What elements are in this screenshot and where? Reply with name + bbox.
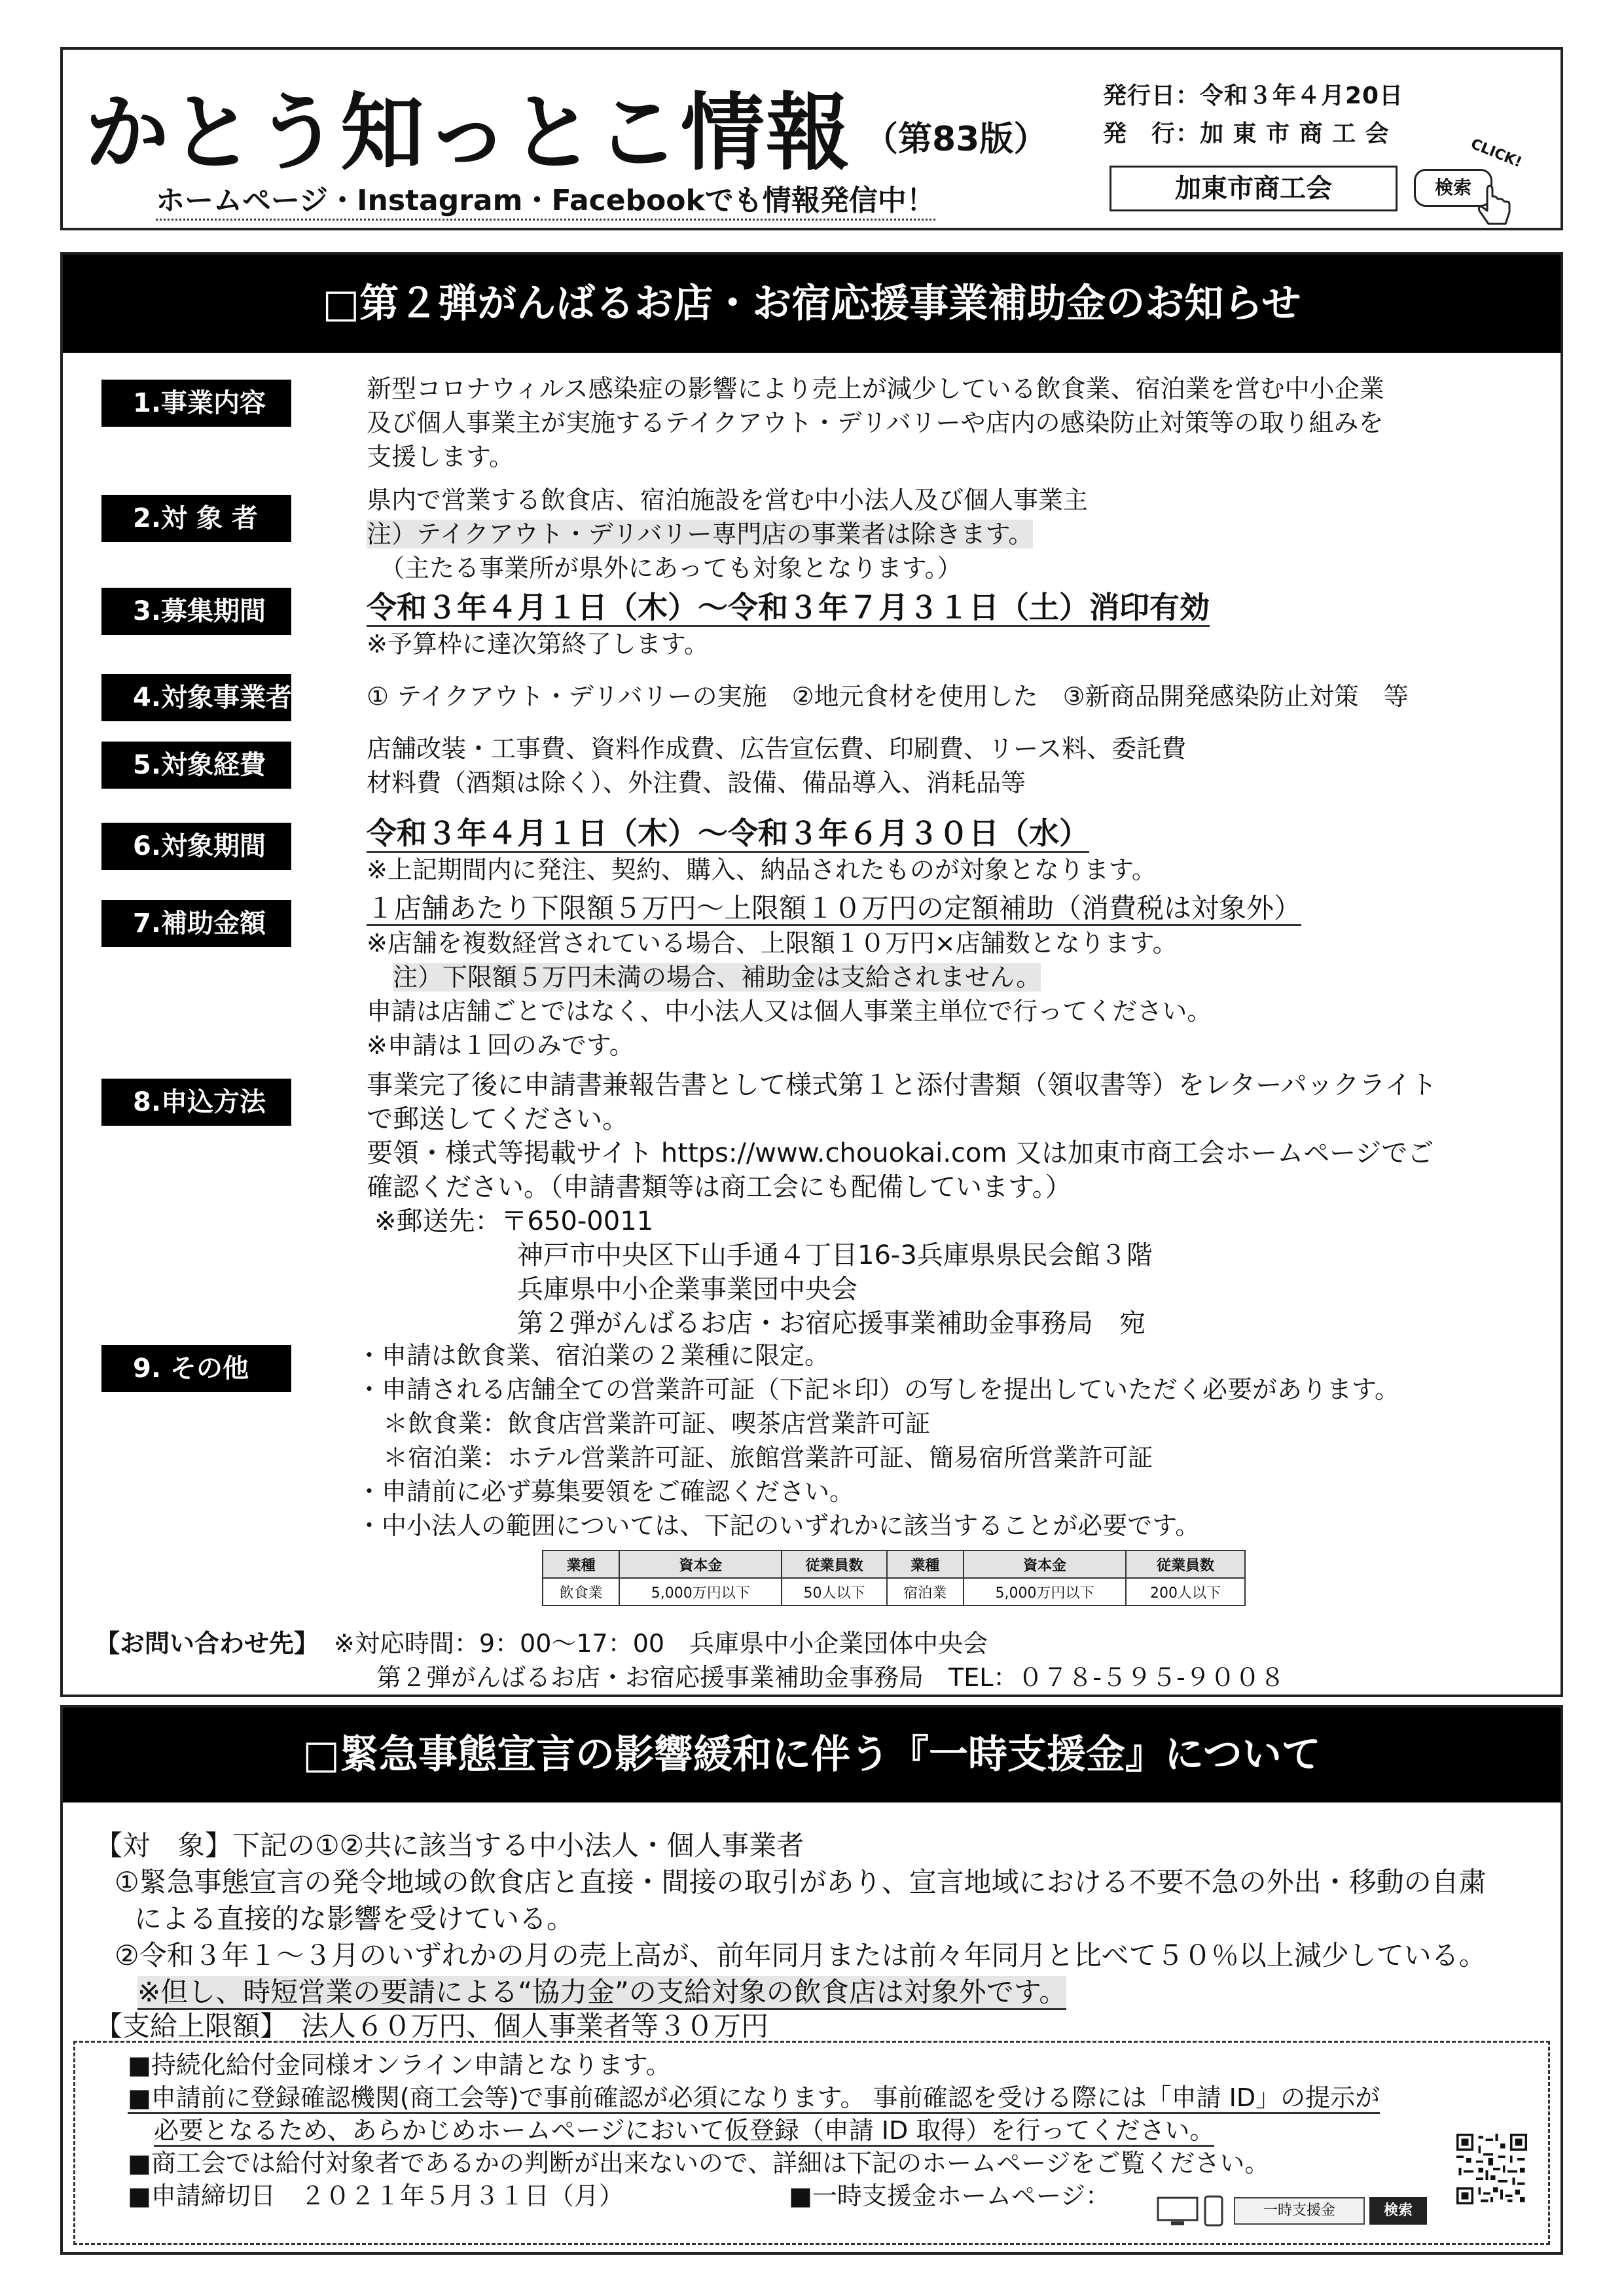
org-name-box: 加東市商工会 bbox=[1110, 166, 1398, 211]
qr-code bbox=[1456, 2134, 1527, 2204]
note-pre-check: ■申請前に登録確認機関(商工会等)で事前確認が必須になります。 事前確認を受ける際には「申請 ID」の提示が bbox=[128, 2081, 1380, 2114]
table-header-cell: 資本金 bbox=[619, 1551, 782, 1578]
search-button[interactable]: 検索 bbox=[1369, 2197, 1427, 2225]
condition-1-line-1: ①緊急事態宣言の発令地域の飲食店と直接・間接の取引があり、宣言地域における不要不急の外出・移動の自粛 bbox=[115, 1866, 1487, 1898]
table-row bbox=[543, 1578, 1245, 1605]
contact-label: 【お問い合わせ先】 bbox=[95, 1629, 319, 1658]
exclusion-note: ※但し、時短営業の要請による“協力金”の支給対象の飲食店は対象外です。 bbox=[137, 1974, 1066, 2011]
business-content-text: 新型コロナウィルス感染症の影響により売上が減少している飲食業、宿泊業を営む中小企業 及び個人事業主が実施するテイクアウト・デリバリーや店内の感染防止対策等の取り組みを 支援します。 bbox=[367, 374, 1384, 471]
table-header-cell: 従業員数 bbox=[782, 1551, 886, 1578]
click-label: CLICK! bbox=[1468, 135, 1525, 171]
sme-criteria-table bbox=[542, 1550, 1246, 1606]
table-cell: 5,000万円以下 bbox=[964, 1578, 1126, 1605]
subsidy-amount-text: １店舗あたり下限額５万円～上限額１０万円の定額補助（消費税は対象外） ※店舗を複数経営されている場合、上限額１０万円×店舗数となります。 注）下限額５万円未満の場合、補助金は支給されません。 申請は店舗ごとではなく、中小法人又は個人事業主単位で行ってください。 ※申請は１回のみです。 bbox=[367, 892, 1302, 1060]
table-header-cell: 資本金 bbox=[964, 1551, 1126, 1578]
application-method-text: 事業完了後に申請書兼報告書として様式第１と添付書類（領収書等）をレターパックライト で郵送してください。 要領・様式等掲載サイト https://www.chouokai.com 又は加東市商工会ホームページでご 確認ください。（申請書類等は商工会にも配備しています。） ※郵送先：〒650-0011 神戸市中央区下山手通４丁目16-3兵庫県県民会館３階 兵庫県中小企業事業団中央会 第２弾がんばるお店・お宿応援事業補助金事務局 宛 bbox=[367, 1070, 1437, 1338]
edition-number: （第83版） bbox=[864, 120, 1048, 159]
table-header-cell: 従業員数 bbox=[1126, 1551, 1245, 1578]
table-cell: 5,000万円以下 bbox=[619, 1578, 782, 1605]
application-period-text: 令和３年４月１日（木）～令和３年７月３１日（土）消印有効 ※予算枠に達次第終了します。 bbox=[367, 590, 1210, 658]
note-online: ■持続化給付金同様オンライン申請となります。 bbox=[128, 2051, 671, 2079]
label-target-persons: 2.対 象 者 bbox=[101, 495, 291, 542]
subsidy-section-banner: □第２弾がんばるお店・お宿応援事業補助金のお知らせ bbox=[63, 255, 1561, 353]
target-businesses-text: ① テイクアウト・デリバリーの実施 ②地元食材を使用した ③新商品開発感染防止対策 等 bbox=[367, 682, 1409, 711]
label-subsidy-amount: 7.補助金額 bbox=[101, 900, 291, 947]
label-business-content: 1.事業内容 bbox=[101, 380, 291, 427]
search-button[interactable]: 検索 bbox=[1414, 169, 1492, 207]
table-header-row bbox=[543, 1551, 1245, 1578]
support-fund-section-banner: □緊急事態宣言の影響緩和に伴う『一時支援金』について bbox=[63, 1708, 1561, 1803]
issue-date: 発行日：令和３年４月20日 bbox=[1103, 82, 1404, 109]
header-subtitle: ホームページ・Instagram・Facebookでも情報発信中！ bbox=[156, 177, 935, 221]
hand-cursor-icon bbox=[1473, 185, 1519, 230]
search-input[interactable]: 一時支援金 bbox=[1234, 2197, 1365, 2225]
note-pre-registration: 必要となるため、あらかじめホームページにおいて仮登録（申請 ID 取得）を行ってください。 bbox=[154, 2114, 1214, 2147]
table-header-cell: 業種 bbox=[543, 1551, 619, 1578]
issuer: 発 行：加 東 市 商 工 会 bbox=[1103, 120, 1390, 147]
table-cell: 宿泊業 bbox=[887, 1578, 964, 1605]
payment-cap: 【支給上限額】 法人６０万円、個人事業者等３０万円 bbox=[95, 2010, 769, 2042]
pc-smartphone-icon bbox=[1155, 2194, 1227, 2228]
condition-1-line-2: による直接的な影響を受けている。 bbox=[134, 1903, 575, 1935]
newsletter-title: かとう知っとこ情報 bbox=[85, 84, 852, 182]
target-persons-text: 県内で営業する飲食店、宿泊施設を営む中小法人及び個人事業主 注）テイクアウト・デリバリー専門店の事業者は除きます。 （主たる事業所が県外にあっても対象となります。） bbox=[367, 486, 1089, 583]
label-target-businesses: 4.対象事業者 bbox=[101, 674, 291, 721]
table-cell: 飲食業 bbox=[543, 1578, 619, 1605]
label-others: 9. その他 bbox=[101, 1345, 291, 1392]
label-application-method: 8.申込方法 bbox=[101, 1079, 291, 1126]
target-heading: 【対 象】下記の①②共に該当する中小法人・個人事業者 bbox=[95, 1829, 804, 1861]
application-deadline: ■申請締切日 ２０２１年５月３１日（月） bbox=[128, 2181, 624, 2210]
homepage-label: ■一時支援金ホームページ： bbox=[789, 2181, 1111, 2210]
table-header-cell: 業種 bbox=[887, 1551, 964, 1578]
contact-line-2: 第２弾がんばるお店・お宿応援事業補助金事務局 TEL：０７８-５９５-９００８ bbox=[376, 1663, 1285, 1692]
label-target-expenses: 5.対象経費 bbox=[101, 742, 291, 789]
label-application-period: 3.募集期間 bbox=[101, 588, 291, 635]
label-target-period: 6.対象期間 bbox=[101, 823, 291, 870]
note-homepage: ■商工会では給付対象者であるかの判断が出来ないので、詳細は下記のホームページをご覧ください。 bbox=[128, 2149, 1270, 2178]
target-expenses-text: 店舗改装・工事費、資料作成費、広告宣伝費、印刷費、リース料、委託費 材料費（酒類は除く）、外注費、設備、備品導入、消耗品等 bbox=[367, 734, 1187, 797]
condition-2: ②令和３年１～３月のいずれかの月の売上高が、前年同月または前々年同月と比べて５０％以上減少している。 bbox=[115, 1939, 1487, 1971]
others-text: ・申請は飲食業、宿泊業の２業種に限定。 ・申請される店舗全ての営業許可証（下記＊印）の写しを提出していただく必要があります。 ＊飲食業：飲食店営業許可証、喫茶店営業許可証 ＊宿泊業：ホテル営業許可証、旅館営業許可証、簡易宿所営業許可証 ・申請前に必ず募集要領をご確認ください。 ・中小法人の範囲については、下記のいずれかに該当することが必要です。 bbox=[357, 1341, 1399, 1540]
table-cell: 50人以下 bbox=[782, 1578, 886, 1605]
contact-line-1: ※対応時間：9：00～17：00 兵庫県中小企業団体中央会 bbox=[334, 1629, 988, 1658]
table-cell: 200人以下 bbox=[1126, 1578, 1245, 1605]
target-period-text: 令和３年４月１日（木）～令和３年６月３０日（水） ※上記期間内に発注、契約、購入、納品されたものが対象となります。 bbox=[367, 816, 1157, 884]
